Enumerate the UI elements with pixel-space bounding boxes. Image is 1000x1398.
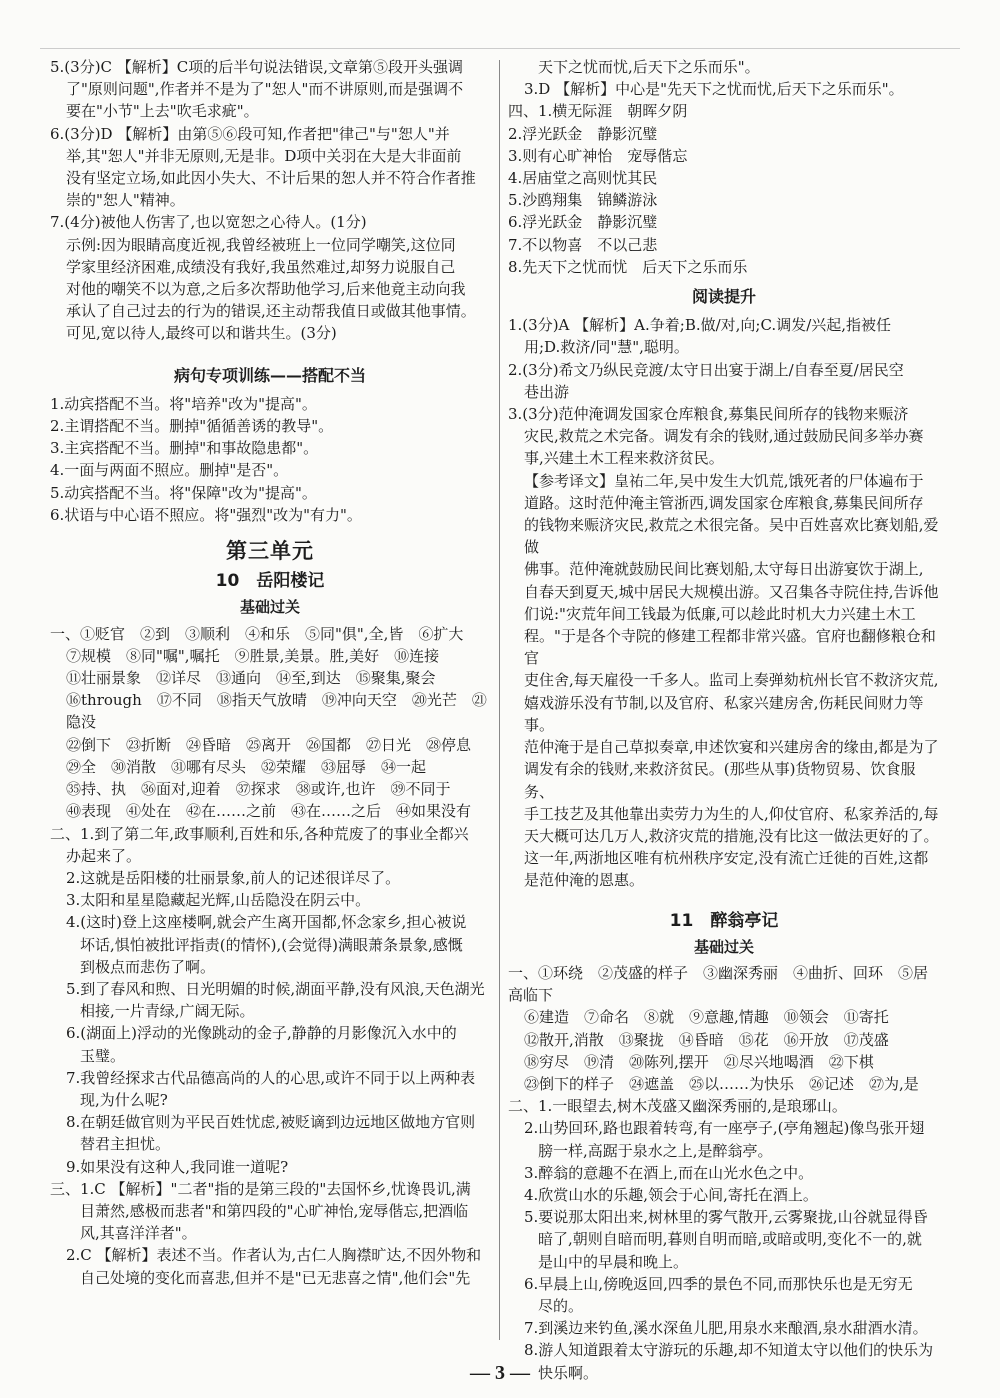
text-line: ㉙全 ㉚消散 ㉛哪有尽头 ㉜荣耀 ㉝屈辱 ㉞一起 <box>66 757 427 776</box>
left-block-1 <box>50 56 490 345</box>
text-line: 2.C 【解析】表述不当。作者认为,古仁人胸襟旷达,不因外物和 <box>66 1246 482 1265</box>
text-line: 了"原则问题",作者并不是为了"恕人"而不讲原则,而是强调不 <box>66 80 464 99</box>
text-line: 3.太阳和星星隐藏起光辉,山岳隐没在阴云中。 <box>66 891 371 910</box>
text-line: 2.浮光跃金 静影沉璧 <box>508 124 658 143</box>
text-line: 2.主谓搭配不当。删掉"循循善诱的教导"。 <box>50 417 334 436</box>
text-line: 是范仲淹的恩惠。 <box>524 871 645 890</box>
text-line: 8.游人知道跟着太守游玩的乐趣,却不知道太守以他们的快乐为 <box>524 1341 934 1360</box>
text-line: 承认了自己过去的行为的错误,还主动帮我值日或做其他事情。 <box>66 302 476 321</box>
text-line: 到极点而悲伤了啊。 <box>80 957 216 976</box>
text-line: 范仲淹于是自己草拟奏章,申述饮宴和兴建房舍的缘由,都是为了 <box>524 738 939 757</box>
text-line: ⑥建造 ⑦命名 ⑧就 ⑨意趣,情趣 ⑩领会 ⑪寄托 <box>524 1008 889 1027</box>
text-line: 【参考译文】皇祐二年,吴中发生大饥荒,饿死者的尸体遍布于 <box>524 471 924 490</box>
text-line: 四、1.横无际涯 朝晖夕阴 <box>508 102 688 121</box>
text-line: 二、1.一眼望去,树木茂盛又幽深秀丽的,是琅琊山。 <box>508 1097 847 1116</box>
text-line: 9.如果没有这种人,我同谁一道呢? <box>66 1157 289 1176</box>
text-line: 玉璧。 <box>80 1046 126 1065</box>
text-line: 现,为什么呢? <box>80 1090 168 1109</box>
section-title: 病句专项训练——搭配不当 <box>173 365 366 385</box>
text-line: 1.动宾搭配不当。将"培养"改为"提高"。 <box>50 394 317 413</box>
unit-title: 第三单元 <box>226 539 314 564</box>
text-line: 二、1.到了第二年,政事顺利,百姓和乐,各种荒废了的事业全都兴 <box>50 824 469 843</box>
text-line: 吏住舍,每天雇役一千多人。监司上奏弹劾杭州长官不救济灾荒, <box>524 671 939 690</box>
text-line: 2.(3分)希文乃纵民竞渡/太守日出宴于湖上/自春至夏/居民空 <box>508 360 904 379</box>
top-rule <box>40 48 960 49</box>
text-line: 6.状语与中心语不照应。将"强烈"改为"有力"。 <box>50 505 362 524</box>
right-block-3 <box>508 962 940 1384</box>
text-line: 5.沙鸥翔集 锦鳞游泳 <box>508 191 658 210</box>
text-line: 对他的嘲笑不以为意,之后多次帮助他学习,后来他竟主动向我 <box>66 280 466 299</box>
text-line: 6.早晨上山,傍晚返回,四季的景色不同,而那快乐也是无穷无 <box>524 1274 913 1293</box>
lesson-title: 11 醉翁亭记 <box>669 910 779 931</box>
text-line: 巷出游 <box>524 382 570 401</box>
text-line: 4.一面与两面不照应。删掉"是否"。 <box>50 461 289 480</box>
text-line: 崇的"恕人"精神。 <box>66 191 185 210</box>
text-line: 坏话,惧怕被批评指责(的情怀),(会觉得)满眼萧条景象,感慨 <box>80 935 463 954</box>
text-line: 是山中的早晨和晚上。 <box>538 1252 689 1271</box>
text-line: 5.到了春风和煦、日光明媚的时候,湖面平静,没有风浪,天色湖光 <box>66 979 485 998</box>
text-line: ㉟持、执 ㊱面对,迎着 ㊲探求 ㊳或许,也许 ㊴不同于 <box>66 780 451 799</box>
left-block-2 <box>50 393 490 526</box>
text-line: 一、①环绕 ②茂盛的样子 ③幽深秀丽 ④曲折、回环 ⑤居高临下 <box>508 963 929 1005</box>
text-line: 3.(3分)范仲淹调发国家仓库粮食,募集民间所存的钱物来赈济 <box>508 405 909 424</box>
text-line: 们说:"灾荒年间工钱最为低廉,可以趁此时机大力兴建土木工 <box>524 604 916 623</box>
text-line: 道路。这时范仲淹主管浙西,调发国家仓库粮食,募集民间所存 <box>524 493 924 512</box>
text-line: 1.(3分)A 【解析】A.争着;B.做/对,向;C.调发/兴起,指被任 <box>508 316 892 335</box>
text-line: 3.醉翁的意趣不在酒上,而在山光水色之中。 <box>524 1163 814 1182</box>
text-line: 自己处境的变化而喜悲,但并不是"已无悲喜之情",他们会"先 <box>80 1268 471 1287</box>
text-line: 佛事。范仲淹就鼓励民间比赛划船,太守每日出游宴饮于湖上, <box>524 560 924 579</box>
text-line: ㊵表现 ㊶处在 ㊷在……之前 ㊸在……之后 ㊹如果没有 <box>66 802 472 821</box>
text-line: 一、①贬官 ②到 ③顺利 ④和乐 ⑤同"俱",全,皆 ⑥扩大 <box>50 624 464 643</box>
text-line: 事,兴建土木工程来救济贫民。 <box>524 449 724 468</box>
page-number: — 3 — <box>470 1362 530 1384</box>
text-line: 快乐啊。 <box>538 1363 599 1382</box>
text-line: ㉓倒下的样子 ㉔遮盖 ㉕以……为快乐 ㉖记述 ㉗为,是 <box>524 1074 919 1093</box>
text-line: 自春天到夏天,城中居民大规模出游。又召集各寺院住持,告诉他 <box>524 582 939 601</box>
text-line: ⑱穷尽 ⑲清 ⑳陈列,摆开 ㉑尽兴地喝酒 ㉒下棋 <box>524 1052 874 1071</box>
left-block-3 <box>50 623 490 1289</box>
text-line: 调发有余的钱财,来救济贫民。(那些从事)货物贸易、饮食服务、 <box>524 760 916 801</box>
text-line: 相接,一片青绿,广阔无际。 <box>80 1002 255 1021</box>
text-line: 7.我曾经探求古代品德高尚的人的心思,或许不同于以上两种表 <box>66 1068 476 1087</box>
text-line: 天大概可达几万人,救济灾荒的措施,没有比这一做法更好的了。 <box>524 826 939 845</box>
text-line: 尽的。 <box>538 1296 584 1315</box>
text-line: 这一年,两浙地区唯有杭州秩序安定,没有流亡迁徙的百姓,这都 <box>524 849 929 868</box>
text-line: 风,其喜洋洋者"。 <box>80 1224 197 1243</box>
text-line: ⑪壮丽景象 ⑫详尽 ⑬通向 ⑭至,到达 ⑮聚集,聚会 <box>66 669 436 688</box>
text-line: 手工技艺及其他靠出卖劳力为生的人,仰仗官府、私家养活的,每 <box>524 804 939 823</box>
text-line: 2.山势回环,路也跟着转弯,有一座亭子,(亭角翘起)像鸟张开翅 <box>524 1119 925 1138</box>
right-block-1 <box>508 56 940 278</box>
text-line: 要在"小节"上去"吹毛求疵"。 <box>66 102 259 121</box>
text-line: 3.主宾搭配不当。删掉"和事故隐患都"。 <box>50 439 319 458</box>
text-line: ㉒倒下 ㉓折断 ㉔昏暗 ㉕离开 ㉖国都 ㉗日光 ㉘停息 <box>66 735 472 754</box>
text-line: 4.欣赏山水的乐趣,领会于心间,寄托在酒上。 <box>524 1185 818 1204</box>
text-line: ⑯through ⑰不同 ⑱指天气放晴 ⑲冲向天空 ⑳光芒 ㉑隐没 <box>66 691 487 732</box>
text-line: 办起来了。 <box>66 846 142 865</box>
section-title: 阅读提升 <box>691 287 756 307</box>
lesson-title: 10 岳阳楼记 <box>215 571 325 592</box>
text-line: 替君主担忧。 <box>80 1135 171 1154</box>
text-line: 嬉戏游乐没有节制,以及官府、私家兴建房舍,伤耗民间财力等事。 <box>524 693 924 734</box>
text-line: 没有坚定立场,如此因小失大、不计后果的恕人并不符合作者推 <box>66 169 476 188</box>
text-line: 5.要说那太阳出来,树林里的雾气散开,云雾聚拢,山谷就显得昏 <box>524 1208 928 1227</box>
text-line: 7.到溪边来钓鱼,溪水深鱼儿肥,用泉水来酿酒,泉水甜酒水清。 <box>524 1319 928 1338</box>
text-line: 灾民,救荒之术完备。调发有余的钱财,通过鼓励民间多举办赛 <box>524 427 924 446</box>
text-line: 三、1.C 【解析】"二者"指的是第三段的"去国怀乡,忧谗畏讥,满 <box>50 1179 471 1198</box>
left-column <box>50 56 490 1289</box>
text-line: 3.则有心旷神怡 宠辱偕忘 <box>508 146 688 165</box>
sub-title: 基础过关 <box>693 937 754 956</box>
text-line: 6.(3分)D 【解析】由第⑤⑥段可知,作者把"律己"与"恕人"并 <box>50 124 450 143</box>
text-line: 天下之忧而忧,后天下之乐而乐"。 <box>538 58 760 76</box>
text-line: 8.在朝廷做官则为平民百姓忧虑,被贬谪到边远地区做地方官则 <box>66 1113 476 1132</box>
text-line: 暗了,朝则自暗而明,暮则自明而暗,或暗或明,变化不一的,就 <box>538 1230 922 1249</box>
text-line: ⑦规模 ⑧同"嘱",嘱托 ⑨胜景,美景。胜,美好 ⑩连接 <box>66 646 440 665</box>
text-line: 的钱物来赈济灾民,救荒之术很完备。吴中百姓喜欢比赛划船,爱做 <box>524 516 939 557</box>
text-line: 5.(3分)C 【解析】C项的后半句说法错误,文章第⑤段开头强调 <box>50 58 464 76</box>
text-line: 用;D.救济/同"慧",聪明。 <box>524 338 689 357</box>
text-line: 示例:因为眼睛高度近视,我曾经被班上一位同学嘲笑,这位同 <box>66 235 456 254</box>
text-line: 8.先天下之忧而忧 后天下之乐而乐 <box>508 257 748 276</box>
text-line: 膀一样,高踞于泉水之上,是醉翁亭。 <box>538 1141 773 1160</box>
text-line: 4.(这时)登上这座楼啊,就会产生离开国都,怀念家乡,担心被说 <box>66 913 467 932</box>
text-line: 6.(湖面上)浮动的光像跳动的金子,静静的月影像沉入水中的 <box>66 1024 457 1043</box>
sub-title: 基础过关 <box>239 598 300 617</box>
text-line: 6.浮光跃金 静影沉璧 <box>508 213 658 232</box>
text-line: 目萧然,感极而悲者"和第四段的"心旷神怡,宠辱偕忘,把酒临 <box>80 1201 469 1220</box>
text-line: ⑫散开,消散 ⑬聚拢 ⑭昏暗 ⑮花 ⑯开放 ⑰茂盛 <box>524 1030 889 1049</box>
text-line: 学家里经济困难,成绩没有我好,我虽然难过,却努力说服自己 <box>66 257 456 276</box>
right-block-2 <box>508 314 940 891</box>
right-column <box>508 56 940 1384</box>
text-line: 2.这就是岳阳楼的壮丽景象,前人的记述很详尽了。 <box>66 868 401 887</box>
text-line: 4.居庙堂之高则忧其民 <box>508 169 658 188</box>
text-line: 5.动宾搭配不当。将"保障"改为"提高"。 <box>50 483 317 502</box>
text-line: 举,其"恕人"并非无原则,无是非。D项中关羽在大是大非面前 <box>66 146 462 165</box>
text-line: 可见,宽以待人,最终可以和谐共生。(3分) <box>66 324 337 343</box>
column-divider <box>499 60 500 1340</box>
text-line: 3.D 【解析】中心是"先天下之忧而忧,后天下之乐而乐"。 <box>524 80 904 99</box>
text-line: 7.不以物喜 不以己悲 <box>508 235 658 254</box>
text-line: 程。"于是各个寺院的修建工程都非常兴盛。官府也翻修粮仓和官 <box>524 627 936 668</box>
text-line: 7.(4分)被他人伤害了,也以宽恕之心待人。(1分) <box>50 213 367 232</box>
